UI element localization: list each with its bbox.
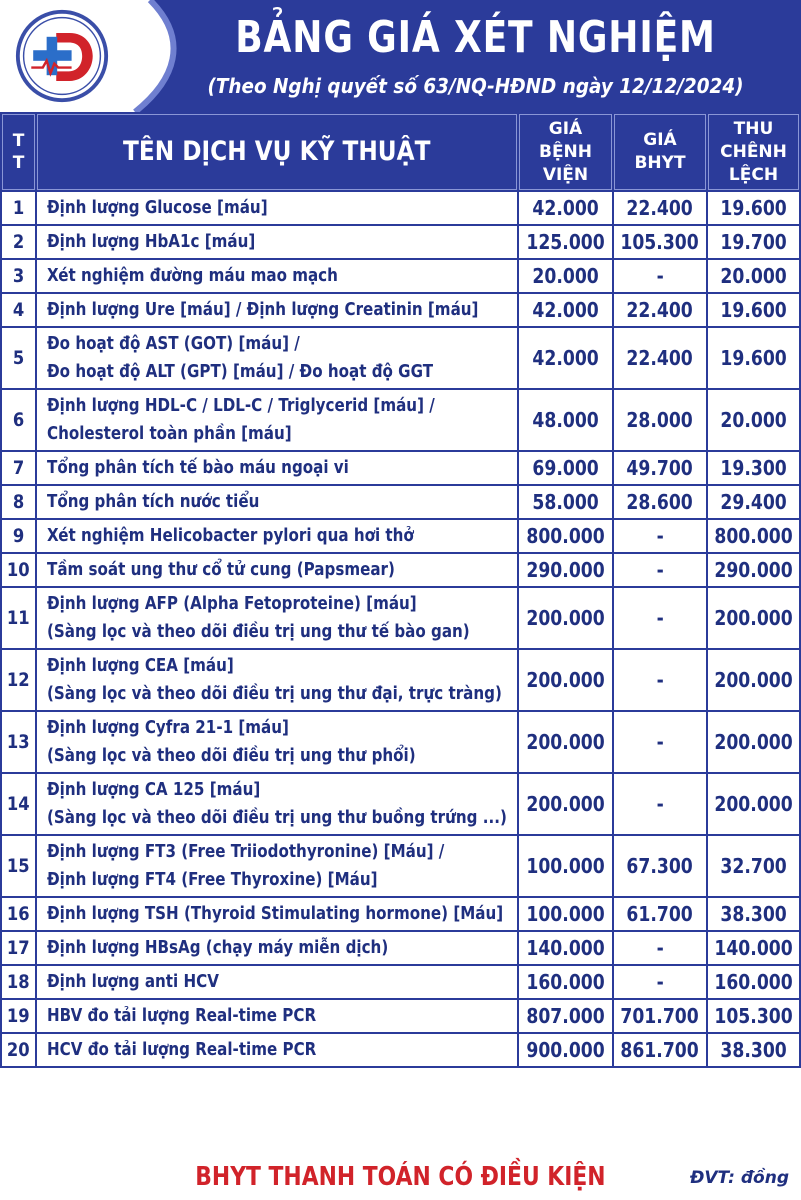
row-number-text: 14: [7, 793, 30, 815]
difference-amount-text: 19.600: [720, 346, 787, 370]
difference-amount-text: 19.600: [720, 298, 787, 322]
row-number-text: 17: [7, 937, 30, 959]
service-name-line: (Sàng lọc và theo dõi điều trị ung thư đại, trực tràng): [47, 683, 502, 704]
header: [0, 0, 801, 112]
difference-amount: [708, 520, 799, 552]
service-name-line: HCV đo tải lượng Real-time PCR: [47, 1039, 317, 1060]
table-row: [0, 1034, 801, 1068]
row-number-text: 11: [7, 607, 30, 629]
service-name: [37, 1000, 517, 1032]
row-number: [2, 650, 35, 710]
bhyt-price-text: -: [656, 558, 664, 582]
difference-amount: [708, 260, 799, 292]
row-number-text: 3: [12, 265, 25, 287]
hospital-price: [519, 712, 612, 772]
difference-amount-text: 38.300: [720, 902, 787, 926]
table-row: [0, 390, 801, 452]
row-number: [2, 898, 35, 930]
bhyt-price: [614, 260, 706, 292]
service-name-line: Đo hoạt độ AST (GOT) [máu] /: [47, 333, 300, 354]
service-name-line: Xét nghiệm đường máu mao mạch: [47, 265, 338, 286]
bhyt-price-text: 701.700: [620, 1004, 700, 1028]
bhyt-price: [614, 486, 706, 518]
row-number: [2, 554, 35, 586]
column-header-label: [720, 118, 787, 187]
bhyt-price: [614, 774, 706, 834]
service-name: [37, 226, 517, 258]
service-name-line: Tầm soát ung thư cổ tử cung (Papsmear): [47, 559, 395, 580]
table-row: [0, 554, 801, 588]
bhyt-price-text: -: [656, 264, 664, 288]
bhyt-price-text: -: [656, 730, 664, 754]
table-row: [0, 836, 801, 898]
hospital-price: [519, 932, 612, 964]
service-name-line: (Sàng lọc và theo dõi điều trị ung thư phổi): [47, 745, 416, 766]
service-name: [37, 294, 517, 326]
service-name: [37, 1034, 517, 1066]
hospital-price-text: 100.000: [526, 902, 605, 926]
bhyt-price-text: -: [656, 668, 664, 692]
row-number: [2, 520, 35, 552]
hospital-price-text: 900.000: [526, 1038, 605, 1062]
row-number: [2, 966, 35, 998]
hospital-price-text: 100.000: [526, 854, 605, 878]
column-header-label: [98, 137, 455, 167]
difference-amount-text: 200.000: [714, 730, 793, 754]
unit-label: ĐVT: đồng: [689, 1168, 789, 1188]
bhyt-price-text: 22.400: [626, 196, 694, 220]
table-row: [0, 192, 801, 226]
bhyt-price: [614, 520, 706, 552]
hospital-price: [519, 486, 612, 518]
service-name-line: Định lượng AFP (Alpha Fetoproteine) [máu]: [47, 593, 417, 614]
row-number-text: 15: [7, 855, 30, 877]
difference-amount: [708, 226, 799, 258]
hospital-price: [519, 1000, 612, 1032]
difference-amount: [708, 554, 799, 586]
row-number-text: 7: [12, 457, 25, 479]
row-number: [2, 1000, 35, 1032]
service-name-line: Định lượng CEA [máu]: [47, 655, 234, 676]
difference-amount-text: 200.000: [714, 606, 793, 630]
difference-amount-text: 105.300: [714, 1004, 793, 1028]
hospital-price: [519, 966, 612, 998]
table-row: [0, 260, 801, 294]
bhyt-price-text: -: [656, 936, 664, 960]
row-number: [2, 712, 35, 772]
hospital-price: [519, 294, 612, 326]
hospital-price-text: 58.000: [532, 490, 599, 514]
service-name-line: (Sàng lọc và theo dõi điều trị ung thư tế bào gan): [47, 621, 470, 642]
service-name: [37, 260, 517, 292]
column-header-hospital-price: [519, 114, 612, 190]
bhyt-price: [614, 1034, 706, 1066]
row-number: [2, 836, 35, 896]
service-name-line: Định lượng TSH (Thyroid Stimulating hormone) [Máu]: [47, 903, 504, 924]
bhyt-price: [614, 226, 706, 258]
service-name-line: Tổng phân tích tế bào máu ngoại vi: [47, 457, 349, 478]
service-name-line: Định lượng HBsAg (chạy máy miễn dịch): [47, 937, 389, 958]
service-name: [37, 390, 517, 450]
bhyt-price-text: -: [656, 524, 664, 548]
service-name: [37, 588, 517, 648]
table-row: [0, 520, 801, 554]
service-name-line: (Sàng lọc và theo dõi điều trị ung thư buồng trứng ...): [47, 807, 507, 828]
hospital-price: [519, 226, 612, 258]
bhyt-price-text: 22.400: [626, 346, 694, 370]
column-header-text: BỆNH: [538, 141, 593, 162]
hospital-price-text: 290.000: [526, 558, 605, 582]
column-header-text: CHÊNH: [720, 141, 787, 162]
difference-amount: [708, 836, 799, 896]
row-number: [2, 294, 35, 326]
hospital-price-text: 200.000: [526, 792, 605, 816]
service-name-line: Cholesterol toàn phần [máu]: [47, 423, 292, 444]
row-number-text: 16: [7, 903, 30, 925]
service-name-line: Định lượng FT4 (Free Thyroxine) [Máu]: [47, 869, 378, 890]
table-row: [0, 932, 801, 966]
row-number: [2, 1034, 35, 1066]
row-number-text: 10: [7, 559, 30, 581]
bhyt-price-text: -: [656, 792, 664, 816]
page-subtitle: (Theo Nghị quyết số 63/NQ-HĐND ngày 12/12/2024): [207, 74, 744, 98]
insurance-note: BHYT THANH TOÁN CÓ ĐIỀU KIỆN: [195, 1162, 606, 1192]
row-number: [2, 328, 35, 388]
service-name: [37, 328, 517, 388]
row-number: [2, 452, 35, 484]
bhyt-price: [614, 966, 706, 998]
difference-amount: [708, 452, 799, 484]
column-header-text: THU: [733, 118, 774, 139]
hospital-price-text: 140.000: [526, 936, 605, 960]
service-name: [37, 452, 517, 484]
column-header-text: GIÁ: [643, 130, 677, 150]
service-name-line: Tổng phân tích nước tiểu: [47, 491, 260, 512]
column-header-text: VIỆN: [542, 164, 589, 185]
row-number-text: 20: [7, 1039, 30, 1061]
hospital-price: [519, 898, 612, 930]
bhyt-price: [614, 1000, 706, 1032]
difference-amount-text: 38.300: [720, 1038, 787, 1062]
service-name-line: Xét nghiệm Helicobacter pylori qua hơi thở: [47, 525, 414, 546]
hospital-price: [519, 260, 612, 292]
hospital-price: [519, 554, 612, 586]
service-name-line: Định lượng HbA1c [máu]: [47, 231, 256, 252]
difference-amount-text: 29.400: [720, 490, 787, 514]
difference-amount: [708, 650, 799, 710]
table-row: [0, 226, 801, 260]
service-name-line: HBV đo tải lượng Real-time PCR: [47, 1005, 317, 1026]
difference-amount: [708, 932, 799, 964]
difference-amount-text: 140.000: [714, 936, 793, 960]
bhyt-price: [614, 328, 706, 388]
service-name-line: Định lượng CA 125 [máu]: [47, 779, 261, 800]
difference-amount: [708, 1034, 799, 1066]
service-name-line: Định lượng anti HCV: [47, 971, 219, 992]
hospital-price-text: 42.000: [532, 298, 599, 322]
difference-amount-text: 19.700: [720, 230, 787, 254]
difference-amount-text: 160.000: [714, 970, 793, 994]
row-number-text: 12: [7, 669, 30, 691]
service-name: [37, 554, 517, 586]
column-header-label: [634, 129, 685, 175]
bhyt-price: [614, 192, 706, 224]
row-number-text: 5: [12, 347, 25, 369]
row-number: [2, 260, 35, 292]
table-row: [0, 486, 801, 520]
table-row: [0, 328, 801, 390]
row-number: [2, 226, 35, 258]
row-number-text: 8: [12, 491, 25, 513]
difference-amount: [708, 486, 799, 518]
column-header-difference: [708, 114, 799, 190]
hospital-price: [519, 192, 612, 224]
service-name-line: Định lượng Cyfra 21-1 [máu]: [47, 717, 289, 738]
difference-amount-text: 290.000: [714, 558, 793, 582]
row-number-text: 1: [12, 197, 25, 219]
hospital-price-text: 200.000: [526, 668, 605, 692]
difference-amount: [708, 966, 799, 998]
row-number-text: 18: [7, 971, 30, 993]
hospital-price-text: 200.000: [526, 606, 605, 630]
hospital-price-text: 69.000: [532, 456, 599, 480]
column-header-text: T T: [12, 131, 25, 173]
difference-amount: [708, 898, 799, 930]
column-header-name: [37, 114, 517, 190]
bhyt-price-text: 28.000: [626, 408, 694, 432]
table-row: [0, 452, 801, 486]
column-header-label: [539, 118, 592, 187]
hospital-price: [519, 774, 612, 834]
service-name: [37, 712, 517, 772]
difference-amount: [708, 774, 799, 834]
difference-amount-text: 800.000: [714, 524, 793, 548]
difference-amount: [708, 588, 799, 648]
service-name-line: Định lượng Ure [máu] / Định lượng Creatinin [máu]: [47, 299, 479, 320]
hospital-price: [519, 836, 612, 896]
bhyt-price-text: 105.300: [620, 230, 700, 254]
hospital-price: [519, 1034, 612, 1066]
column-header-bhyt-price: [614, 114, 706, 190]
page-title: BẢNG GIÁ XÉT NGHIỆM: [235, 12, 716, 63]
table-row: [0, 294, 801, 328]
bhyt-price: [614, 390, 706, 450]
hospital-price: [519, 390, 612, 450]
bhyt-price: [614, 588, 706, 648]
bhyt-price: [614, 836, 706, 896]
row-number: [2, 390, 35, 450]
bhyt-price-text: 22.400: [626, 298, 694, 322]
row-number-text: 2: [12, 231, 25, 253]
bhyt-price: [614, 898, 706, 930]
table-row: [0, 898, 801, 932]
difference-amount: [708, 192, 799, 224]
bhyt-price: [614, 554, 706, 586]
difference-amount: [708, 294, 799, 326]
bhyt-price-text: 28.600: [626, 490, 694, 514]
column-header-text: BHYT: [634, 153, 686, 173]
row-number: [2, 774, 35, 834]
hospital-price: [519, 650, 612, 710]
service-name: [37, 774, 517, 834]
hospital-price: [519, 520, 612, 552]
table-row: [0, 774, 801, 836]
column-header-text: GIÁ: [548, 118, 583, 139]
difference-amount: [708, 328, 799, 388]
bhyt-price-text: 61.700: [626, 902, 694, 926]
hospital-price-text: 160.000: [526, 970, 605, 994]
hospital-price-text: 48.000: [532, 408, 599, 432]
service-name: [37, 836, 517, 896]
row-number-text: 6: [12, 409, 25, 431]
service-name: [37, 898, 517, 930]
bhyt-price-text: -: [656, 970, 664, 994]
bhyt-price-text: 49.700: [626, 456, 694, 480]
difference-amount-text: 19.300: [720, 456, 787, 480]
hospital-price-text: 20.000: [532, 264, 599, 288]
difference-amount-text: 200.000: [714, 668, 793, 692]
hospital-logo-icon: [14, 8, 110, 104]
difference-amount: [708, 390, 799, 450]
bhyt-price: [614, 452, 706, 484]
hospital-price-text: 42.000: [532, 196, 599, 220]
row-number: [2, 486, 35, 518]
bhyt-price: [614, 294, 706, 326]
table-row: [0, 650, 801, 712]
service-name-line: Định lượng FT3 (Free Triiodothyronine) [Máu] /: [47, 841, 445, 862]
service-name: [37, 486, 517, 518]
bhyt-price: [614, 650, 706, 710]
service-name: [37, 966, 517, 998]
row-number-text: 9: [12, 525, 25, 547]
difference-amount: [708, 1000, 799, 1032]
table-row: [0, 966, 801, 1000]
service-name: [37, 192, 517, 224]
price-table: [0, 112, 801, 1068]
service-name-line: Đo hoạt độ ALT (GPT) [máu] / Đo hoạt độ GGT: [47, 361, 434, 382]
bhyt-price-text: -: [656, 606, 664, 630]
row-number: [2, 588, 35, 648]
difference-amount-text: 19.600: [720, 196, 787, 220]
difference-amount-text: 20.000: [720, 264, 787, 288]
table-row: [0, 588, 801, 650]
bhyt-price: [614, 932, 706, 964]
hospital-price: [519, 452, 612, 484]
service-name: [37, 520, 517, 552]
hospital-price-text: 800.000: [526, 524, 605, 548]
column-header-tt: [2, 114, 35, 190]
hospital-price: [519, 328, 612, 388]
difference-amount: [708, 712, 799, 772]
bhyt-price: [614, 712, 706, 772]
table-row: [0, 712, 801, 774]
table-row: [0, 1000, 801, 1034]
hospital-price-text: 42.000: [532, 346, 599, 370]
service-name: [37, 650, 517, 710]
column-header-label: [13, 130, 25, 174]
row-number: [2, 932, 35, 964]
table-header: [0, 112, 801, 192]
difference-amount-text: 32.700: [720, 854, 787, 878]
bhyt-price-text: 861.700: [620, 1038, 700, 1062]
service-name-line: Định lượng HDL-C / LDL-C / Triglycerid [máu] /: [47, 395, 435, 416]
service-name: [37, 932, 517, 964]
row-number: [2, 192, 35, 224]
hospital-price-text: 200.000: [526, 730, 605, 754]
service-name-line: Định lượng Glucose [máu]: [47, 197, 268, 218]
footer: [0, 1154, 801, 1200]
hospital-price-text: 125.000: [526, 230, 605, 254]
difference-amount-text: 20.000: [720, 408, 787, 432]
row-number-text: 13: [7, 731, 30, 753]
column-header-text: LỆCH: [728, 164, 779, 185]
row-number-text: 4: [12, 299, 25, 321]
difference-amount-text: 200.000: [714, 792, 793, 816]
column-header-text: TÊN DỊCH VỤ KỸ THUẬT: [123, 136, 431, 167]
hospital-price: [519, 588, 612, 648]
hospital-price-text: 807.000: [526, 1004, 605, 1028]
row-number-text: 19: [7, 1005, 30, 1027]
bhyt-price-text: 67.300: [626, 854, 694, 878]
